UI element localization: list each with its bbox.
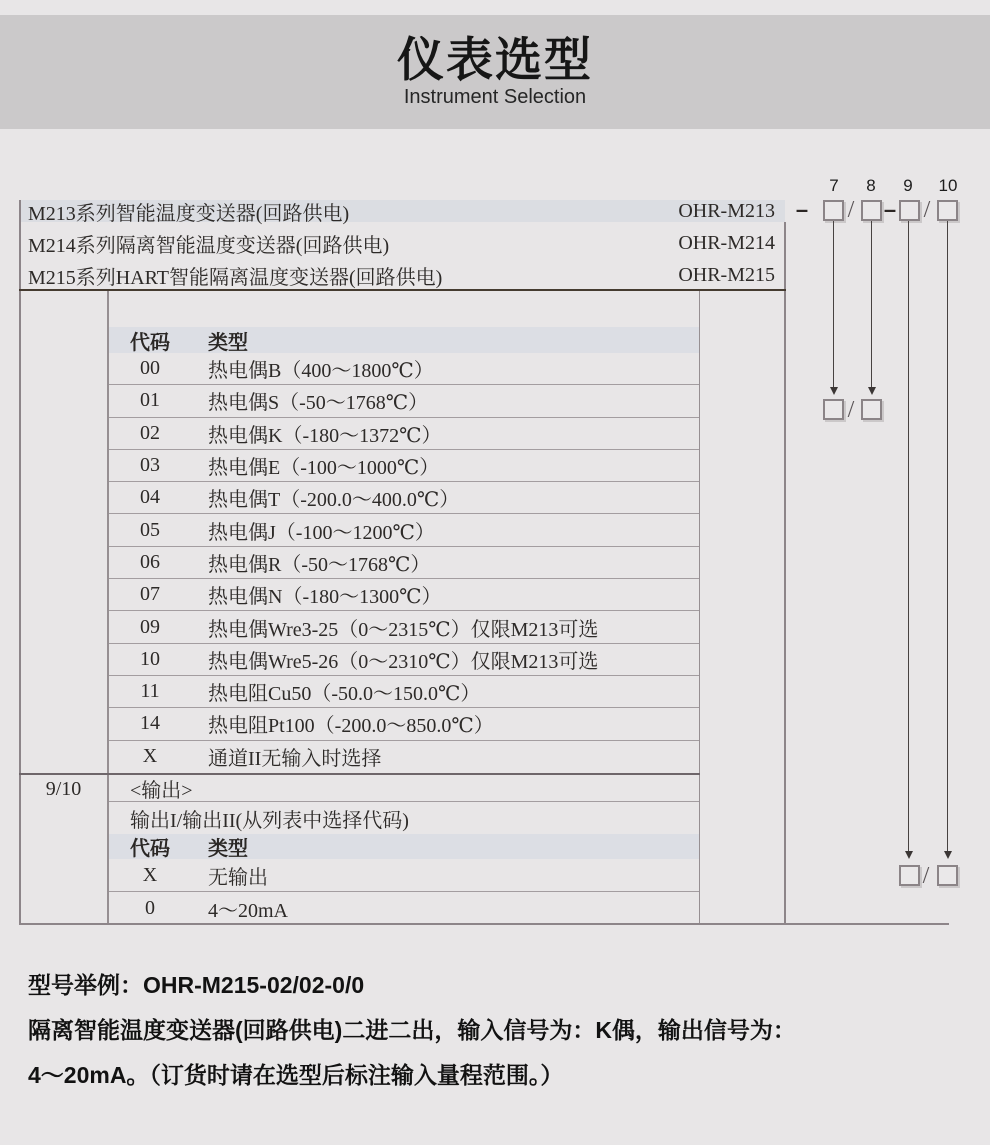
table-row bbox=[109, 644, 699, 676]
selection-box-output-1 bbox=[899, 865, 920, 886]
example-line-2: 隔离智能温度变送器(回路供电)二进二出，输入信号为：K偶，输出信号为： bbox=[28, 1017, 796, 1043]
table-row bbox=[109, 547, 699, 579]
position-number-8: 8 bbox=[866, 176, 876, 195]
selection-box-9 bbox=[899, 200, 920, 221]
type-cell: 热电偶T（-200.0～400.0℃） bbox=[208, 489, 460, 512]
code-cell: X bbox=[142, 863, 158, 886]
arrowhead-icon bbox=[905, 851, 913, 859]
example-line-3: 4～20mA。（订货时请在选型后标注输入量程范围。） bbox=[28, 1062, 564, 1088]
code-cell: 0 bbox=[145, 896, 155, 919]
code-cell: X bbox=[142, 745, 158, 768]
dash-separator: – bbox=[883, 197, 897, 222]
type-cell: 热电偶Wre3-25（0～2315℃）仅限M213可选 bbox=[208, 618, 599, 641]
table-row bbox=[109, 859, 699, 892]
type-cell: 无输出 bbox=[208, 866, 268, 889]
output-title-row: <输出> bbox=[109, 775, 699, 802]
inner-table-border-right bbox=[699, 291, 700, 925]
type-cell: 热电偶E（-100～1000℃） bbox=[208, 457, 440, 480]
product-model: OHR-M215 bbox=[678, 263, 775, 286]
table-row bbox=[109, 676, 699, 708]
type-cell: 热电偶S（-50～1768℃） bbox=[208, 392, 429, 415]
example-line-1: 型号举例：OHR-M215-02/02-0/0 bbox=[28, 972, 365, 998]
code-cell: 06 bbox=[140, 550, 160, 573]
product-model: OHR-M213 bbox=[678, 199, 775, 222]
table-row bbox=[109, 741, 699, 773]
position-number-7: 7 bbox=[829, 176, 839, 195]
table-row bbox=[109, 892, 699, 924]
page-title: 仪表选型 bbox=[397, 33, 593, 87]
input-table-header bbox=[109, 327, 699, 353]
table-row bbox=[109, 579, 699, 611]
model-example-block bbox=[28, 963, 973, 1098]
output-code-table bbox=[109, 775, 699, 924]
table-border-right bbox=[784, 222, 786, 925]
table-row bbox=[109, 708, 699, 740]
code-cell: 01 bbox=[140, 389, 160, 412]
code-cell: 00 bbox=[140, 357, 160, 380]
product-model: OHR-M214 bbox=[678, 231, 775, 254]
code-cell: 11 bbox=[140, 680, 160, 703]
input-code-table bbox=[109, 291, 699, 773]
table-row bbox=[109, 385, 699, 417]
product-name: M214系列隔离智能温度变送器(回路供电) bbox=[28, 234, 390, 257]
product-name: M213系列智能温度变送器(回路供电) bbox=[28, 202, 350, 225]
type-cell: 热电偶N（-180～1300℃） bbox=[208, 586, 442, 609]
slash-separator: / bbox=[847, 197, 855, 223]
pointer-line-7 bbox=[833, 221, 834, 387]
position-number-9: 9 bbox=[903, 176, 913, 195]
type-cell: 热电偶K（-180～1372℃） bbox=[208, 424, 442, 447]
type-cell: 通道II无输入时选择 bbox=[208, 748, 382, 771]
arrowhead-icon bbox=[830, 387, 838, 395]
type-column-header: 类型 bbox=[208, 331, 248, 354]
table-row bbox=[109, 450, 699, 482]
page-subtitle: Instrument Selection bbox=[403, 85, 587, 108]
selection-box-input-1 bbox=[823, 399, 844, 420]
table-row bbox=[109, 418, 699, 450]
type-cell: 热电阻Cu50（-50.0～150.0℃） bbox=[208, 683, 481, 706]
code-cell: 09 bbox=[140, 615, 160, 638]
code-cell: 05 bbox=[140, 518, 160, 541]
code-column-header: 代码 bbox=[130, 838, 170, 860]
code-cell: 07 bbox=[140, 583, 160, 606]
table-border-left bbox=[19, 200, 21, 925]
code-cell: 03 bbox=[140, 454, 160, 477]
dash-separator: – bbox=[795, 197, 809, 222]
arrowhead-icon bbox=[944, 851, 952, 859]
selection-box-input-2 bbox=[861, 399, 882, 420]
table-row bbox=[109, 611, 699, 643]
selection-box-8 bbox=[861, 200, 882, 221]
code-cell: 02 bbox=[140, 421, 160, 444]
type-cell: 热电偶R（-50～1768℃） bbox=[208, 553, 431, 576]
position-number-10: 10 bbox=[938, 176, 958, 195]
section-label: 9/10 bbox=[45, 778, 82, 800]
code-cell: 04 bbox=[140, 486, 160, 509]
pointer-line-10 bbox=[947, 221, 948, 851]
type-cell: 4～20mA bbox=[208, 899, 288, 922]
code-cell: 10 bbox=[140, 647, 160, 670]
selection-box-10 bbox=[937, 200, 958, 221]
pointer-line-9 bbox=[908, 221, 909, 851]
table-row bbox=[109, 514, 699, 546]
product-name: M215系列HART智能隔离温度变送器(回路供电) bbox=[28, 266, 443, 289]
slash-separator: / bbox=[923, 197, 931, 223]
output-table-header bbox=[109, 834, 699, 859]
product-row-m213 bbox=[20, 199, 785, 225]
title-banner bbox=[0, 15, 990, 129]
code-cell: 14 bbox=[140, 712, 160, 735]
selection-box-7 bbox=[823, 200, 844, 221]
table-row bbox=[109, 482, 699, 514]
arrowhead-icon bbox=[868, 387, 876, 395]
pointer-line-8 bbox=[871, 221, 872, 387]
slash-separator: / bbox=[922, 863, 930, 889]
type-cell: 热电阻Pt100（-200.0～850.0℃） bbox=[208, 715, 494, 738]
selection-box-output-2 bbox=[937, 865, 958, 886]
type-cell: 热电偶Wre5-26（0～2310℃）仅限M213可选 bbox=[208, 650, 599, 673]
output-subtitle-row: 输出I/输出II(从列表中选择代码) bbox=[130, 809, 409, 832]
slash-separator: / bbox=[847, 397, 855, 423]
code-column-header: 代码 bbox=[130, 331, 170, 354]
type-cell: 热电偶B（400～1800℃） bbox=[208, 360, 434, 383]
product-row-m215 bbox=[20, 263, 785, 289]
table-row bbox=[109, 353, 699, 385]
type-column-header: 类型 bbox=[208, 838, 248, 860]
table-top-gap bbox=[109, 291, 699, 327]
product-row-m214 bbox=[20, 231, 785, 257]
type-cell: 热电偶J（-100～1200℃） bbox=[208, 521, 435, 544]
